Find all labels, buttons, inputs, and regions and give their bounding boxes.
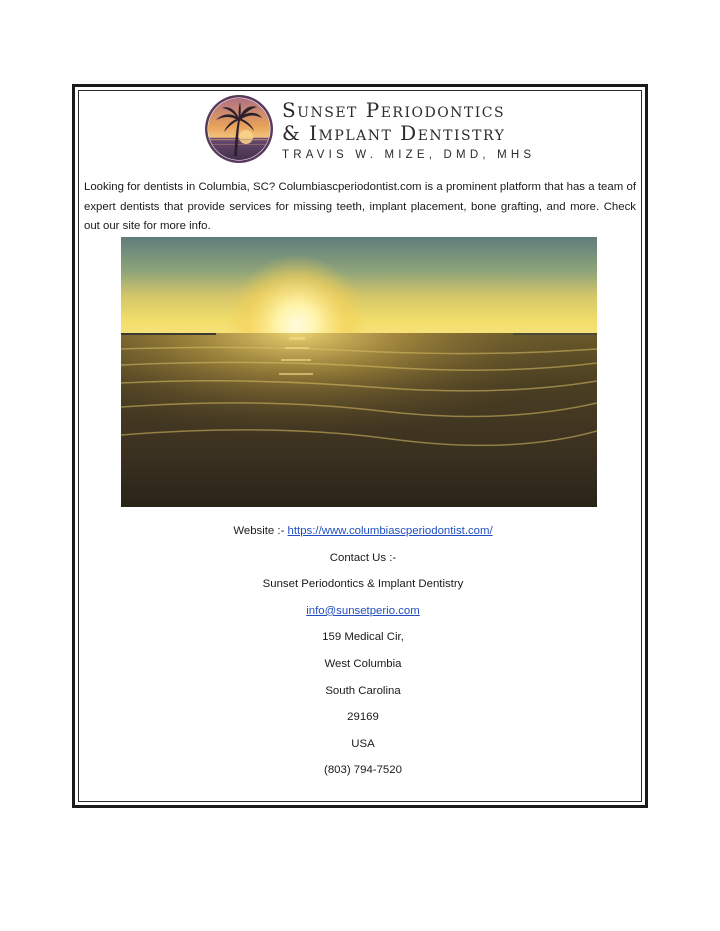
page-frame xyxy=(72,84,648,808)
intro-paragraph: Looking for dentists in Columbia, SC? Columbiascperiodontist.com is a prominent platform that has a team of expert dentists that provide services for missing teeth, implant placement, bone grafting, and more. Check out our site for more info. xyxy=(84,181,636,232)
address-city: West Columbia xyxy=(324,657,402,670)
website-link[interactable]: https://www.columbiascperiodontist.com/ xyxy=(287,525,493,537)
sunset-over-ocean-image xyxy=(121,237,597,507)
brand-name-line2: & Implant Dentistry xyxy=(282,121,506,145)
business-name: Sunset Periodontics & Implant Dentistry xyxy=(262,578,464,591)
address-zip: 29169 xyxy=(347,711,379,724)
website-line xyxy=(81,518,645,545)
brand-header xyxy=(204,94,536,166)
phone-number: (803) 794-7520 xyxy=(324,764,402,777)
email-line xyxy=(81,598,645,625)
website-label: Website :- xyxy=(233,525,288,537)
address-country: USA xyxy=(351,737,375,750)
address-street: 159 Medical Cir, xyxy=(322,631,404,644)
contact-heading: Contact Us :- xyxy=(329,551,397,564)
address-state: South Carolina xyxy=(325,684,401,697)
email-link[interactable]: info@sunsetperio.com xyxy=(306,604,420,617)
brand-name-line1: Sunset Periodontics xyxy=(282,98,506,122)
contact-section xyxy=(81,518,645,784)
palm-tree-sunset-logo-icon xyxy=(204,94,274,164)
brand-doctor-name: TRAVIS W. MIZE, DMD, MHS xyxy=(282,149,536,161)
